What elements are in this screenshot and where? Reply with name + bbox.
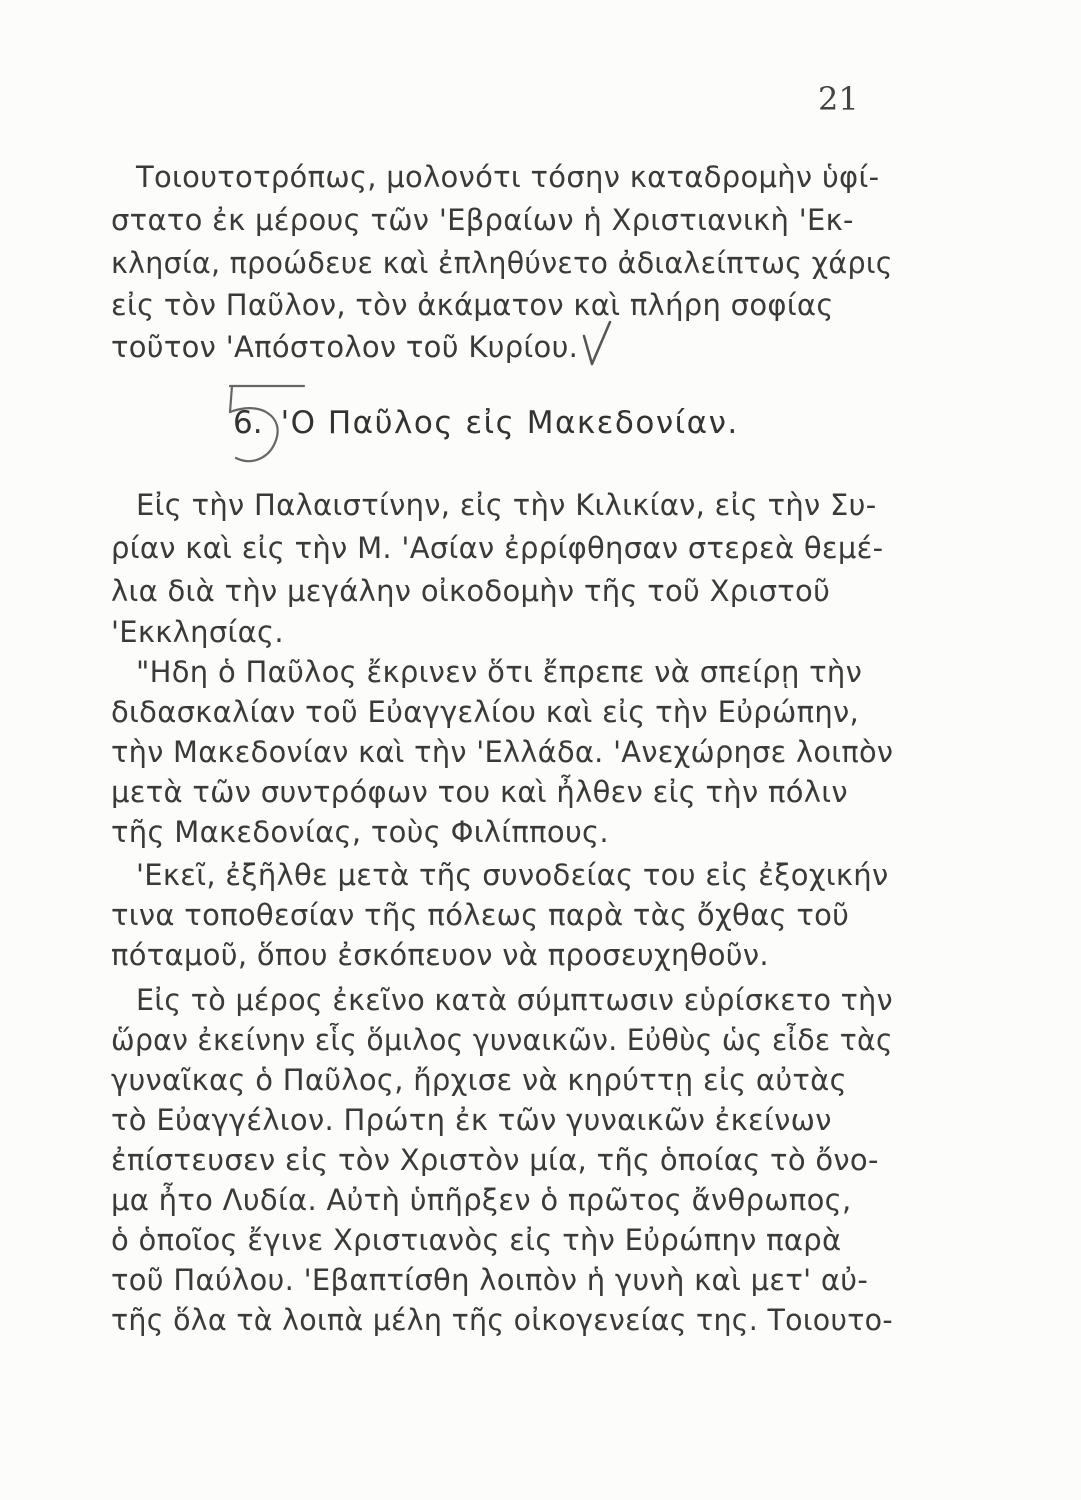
- body-line-19: ὁ ὁποῖος ἔγινε Χριστιανὸς εἰς τὴν Εὐρώπην παρὰ: [111, 1223, 842, 1257]
- body-line-17: ἐπίστευσεν εἰς τὸν Χριστὸν μία, τῆς ὁποίας τὸ ὄνο-: [111, 1143, 879, 1177]
- section-number: 6.: [233, 405, 263, 441]
- check-mark-icon: [580, 318, 616, 370]
- page-number: 21: [818, 80, 859, 118]
- body-line-10: 'Εκεῖ, ἐξῆλθε μετὰ τῆς συνοδείας του εἰς ἐξοχικήν: [136, 858, 889, 892]
- section-title: 'Ο Παῦλος εἰς Μακεδονίαν.: [280, 405, 739, 441]
- body-line-11: τινα τοποθεσίαν τῆς πόλεως παρὰ τὰς ὄχθας τοῦ: [111, 898, 850, 932]
- paragraph1-line-3: κλησία, προώδευε καὶ ἐπληθύνετο ἀδιαλείπτως χάρις: [111, 246, 893, 280]
- paragraph1-line-1: Τοιουτοτρόπως, μολονότι τόσην καταδρομὴν ὑφί-: [136, 160, 880, 194]
- body-line-14: ὥραν ἐκείνην εἷς ὅμιλος γυναικῶν. Εὐθὺς ὡς εἶδε τὰς: [111, 1023, 893, 1057]
- body-line-13: Εἰς τὸ μέρος ἐκεῖνο κατὰ σύμπτωσιν εὑρίσκετο τὴν: [136, 983, 893, 1017]
- body-line-3: λια διὰ τὴν μεγάλην οἰκοδομὴν τῆς τοῦ Χριστοῦ: [111, 574, 831, 608]
- body-line-4: 'Εκκλησίας.: [111, 615, 284, 649]
- body-line-6: διδασκαλίαν τοῦ Εὐαγγελίου καὶ εἰς τὴν Εὐρώπην,: [111, 695, 860, 729]
- body-line-5: "Ηδη ὁ Παῦλος ἔκρινεν ὅτι ἔπρεπε νὰ σπείρῃ τὴν: [136, 655, 863, 689]
- body-line-12: πόταμοῦ, ὅπου ἐσκόπευον νὰ προσευχηθοῦν.: [111, 938, 769, 972]
- paragraph1-line-4: εἰς τὸν Παῦλον, τὸν ἀκάματον καὶ πλήρη σοφίας: [111, 288, 834, 322]
- paragraph1-line-2: στατο ἐκ μέρους τῶν 'Εβραίων ἡ Χριστιανικὴ 'Εκ-: [111, 203, 854, 237]
- body-line-16: τὸ Εὐαγγέλιον. Πρώτη ἐκ τῶν γυναικῶν ἐκείνων: [111, 1103, 832, 1137]
- section-heading: [233, 405, 739, 441]
- body-line-8: μετὰ τῶν συντρόφων του καὶ ἦλθεν εἰς τὴν πόλιν: [111, 775, 848, 809]
- body-line-2: ρίαν καὶ εἰς τὴν Μ. 'Ασίαν ἐρρίφθησαν στερεὰ θεμέ-: [111, 531, 884, 565]
- paragraph1-line-5: τοῦτον 'Απόστολον τοῦ Κυρίου.: [111, 330, 579, 364]
- body-line-18: μα ἦτο Λυδία. Αὐτὴ ὑπῆρξεν ὁ πρῶτος ἄνθρωπος,: [111, 1183, 852, 1217]
- body-line-7: τὴν Μακεδονίαν καὶ τὴν 'Ελλάδα. 'Ανεχώρησε λοιπὸν: [111, 735, 894, 769]
- body-line-1: Εἰς τὴν Παλαιστίνην, εἰς τὴν Κιλικίαν, εἰς τὴν Συ-: [136, 488, 877, 522]
- body-line-9: τῆς Μακεδονίας, τοὺς Φιλίππους.: [111, 815, 609, 849]
- body-line-15: γυναῖκας ὁ Παῦλος, ἤρχισε νὰ κηρύττῃ εἰς αὐτὰς: [111, 1063, 847, 1097]
- body-line-20: τοῦ Παύλου. 'Εβαπτίσθη λοιπὸν ἡ γυνὴ καὶ μετ' αὐ-: [111, 1263, 869, 1297]
- body-line-21: τῆς ὅλα τὰ λοιπὰ μέλη τῆς οἰκογενείας της. Τοιουτο-: [111, 1303, 893, 1337]
